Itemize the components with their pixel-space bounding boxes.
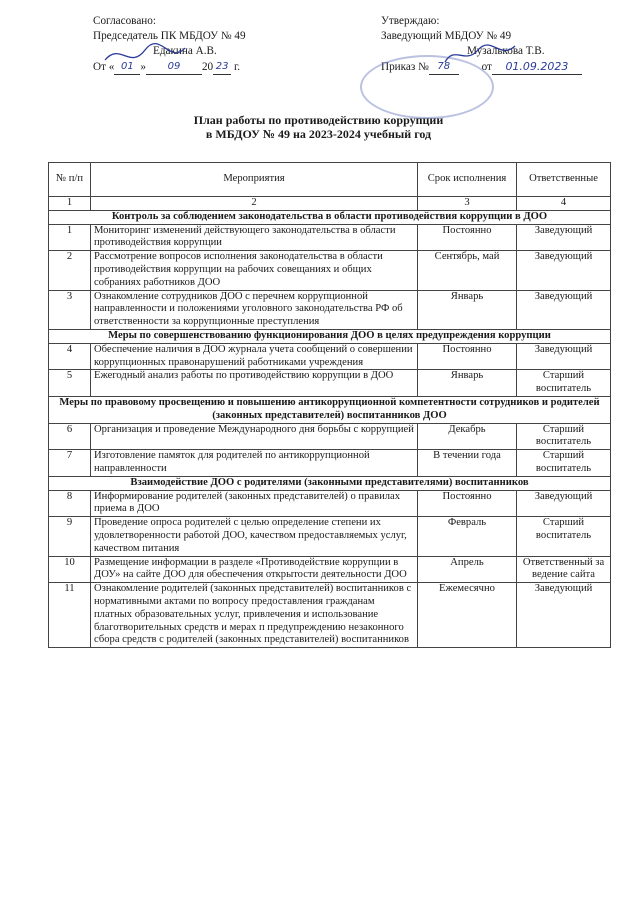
col-num: 2 xyxy=(91,197,418,211)
head-title: Заведующий МБДОУ № 49 xyxy=(381,30,512,42)
table-row xyxy=(49,517,611,556)
order-line: Приказ № 78 от 01.09.2023 xyxy=(381,59,611,75)
row-responsible: Заведующий xyxy=(517,490,611,517)
row-number: 8 xyxy=(49,490,91,517)
row-term: Сентябрь, май xyxy=(418,251,517,290)
row-responsible: Старший воспитатель xyxy=(517,423,611,450)
row-number: 6 xyxy=(49,423,91,450)
row-number: 11 xyxy=(49,583,91,648)
signature-right xyxy=(440,40,520,68)
section-title: Меры по правовому просвещению и повышению антикоррупционной компетентности сотрудников и родителей (законных представителей) воспитанников ДОО xyxy=(49,396,611,423)
row-number: 7 xyxy=(49,450,91,477)
chairman-title: Председатель ПК МБДОУ № 49 xyxy=(93,30,246,42)
document-title xyxy=(0,113,637,141)
row-term: В течении года xyxy=(418,450,517,477)
row-number: 2 xyxy=(49,251,91,290)
section-header-row xyxy=(49,210,611,224)
approve-label: Утверждаю: xyxy=(381,15,440,27)
table-row xyxy=(49,224,611,251)
plan-table xyxy=(48,162,611,648)
header-number: № п/п xyxy=(49,163,91,197)
row-term: Постоянно xyxy=(418,490,517,517)
row-event: Проведение опроса родителей с целью определение степени их удовлетворенности работой ДОО, качеством предоставляемых услуг, качеством питания xyxy=(91,517,418,556)
row-number: 4 xyxy=(49,343,91,370)
row-event: Информирование родителей (законных представителей) о правилах приема в ДОО xyxy=(91,490,418,517)
section-header-row xyxy=(49,476,611,490)
table-row xyxy=(49,423,611,450)
table-row xyxy=(49,251,611,290)
row-number: 5 xyxy=(49,370,91,397)
row-number: 3 xyxy=(49,290,91,329)
row-number: 10 xyxy=(49,556,91,583)
agreed-label: Согласовано: xyxy=(93,15,156,27)
row-responsible: Заведующий xyxy=(517,343,611,370)
col-num: 1 xyxy=(49,197,91,211)
row-number: 1 xyxy=(49,224,91,251)
row-term: Постоянно xyxy=(418,343,517,370)
title-line-1: План работы по противодействию коррупции xyxy=(193,113,444,127)
section-title: Взаимодействие ДОО с родителями (законными представителями) воспитанников xyxy=(49,476,611,490)
row-term: Февраль xyxy=(418,517,517,556)
table-header-row xyxy=(49,163,611,197)
row-responsible: Заведующий xyxy=(517,251,611,290)
col-num: 3 xyxy=(418,197,517,211)
row-term: Ежемесячно xyxy=(418,583,517,648)
table-row xyxy=(49,370,611,397)
table-row xyxy=(49,490,611,517)
row-term: Апрель xyxy=(418,556,517,583)
row-number: 9 xyxy=(49,517,91,556)
row-responsible: Старший воспитатель xyxy=(517,370,611,397)
column-number-row xyxy=(49,197,611,211)
title-line-2: в МБДОУ № 49 на 2023-2024 учебный год xyxy=(205,127,432,141)
signature-left xyxy=(100,40,190,68)
row-event: Обеспечение наличия в ДОО журнала учета сообщений о совершении коррупционных правонарушений работниками учреждения xyxy=(91,343,418,370)
row-term: Постоянно xyxy=(418,224,517,251)
row-event: Мониторинг изменений действующего законодательства в области противодействия коррупции xyxy=(91,224,418,251)
table-row xyxy=(49,290,611,329)
table-row xyxy=(49,450,611,477)
row-event: Организация и проведение Международного дня борьбы с коррупцией xyxy=(91,423,418,450)
row-responsible: Старший воспитатель xyxy=(517,517,611,556)
agreed-date: От « 01 » 09 20 23 г. xyxy=(93,61,241,73)
row-event: Ежегодный анализ работы по противодействию коррупции в ДОО xyxy=(91,370,418,397)
row-event: Ознакомление сотрудников ДОО с перечнем коррупционной направленности и положениями уголовного законодательства РФ об ответственности за коррупционные преступления xyxy=(91,290,418,329)
row-event: Изготовление памяток для родителей по антикоррупционной направленности xyxy=(91,450,418,477)
table-row xyxy=(49,583,611,648)
col-num: 4 xyxy=(517,197,611,211)
row-term: Январь xyxy=(418,290,517,329)
row-event: Рассмотрение вопросов исполнения законодательства в области противодействия коррупции на рабочих совещаниях и общих собраниях работников ДОО xyxy=(91,251,418,290)
row-responsible: Ответственный за ведение сайта xyxy=(517,556,611,583)
row-term: Январь xyxy=(418,370,517,397)
head-name: Музалькова Т.В. xyxy=(467,45,545,57)
header-responsible: Ответственные xyxy=(517,163,611,197)
section-header-row xyxy=(49,329,611,343)
section-title: Контроль за соблюдением законодательства в области противодействия коррупции в ДОО xyxy=(49,210,611,224)
section-title: Меры по совершенствованию функционирования ДОО в целях предупреждения коррупции xyxy=(49,329,611,343)
chairman-name: Едакина А.В. xyxy=(153,45,217,57)
header-event: Мероприятия xyxy=(91,163,418,197)
row-responsible: Старший воспитатель xyxy=(517,450,611,477)
row-term: Декабрь xyxy=(418,423,517,450)
row-responsible: Заведующий xyxy=(517,583,611,648)
table-row xyxy=(49,556,611,583)
row-event: Ознакомление родителей (законных представителей) воспитанников с нормативными актами по вопросу предоставления гражданам платных образовательных услуг, привлечения и использование благотворительных средств и мерах п предупреждению незаконного сбора средств с родителей (законных представителей) воспитанников xyxy=(91,583,418,648)
row-event: Размещение информации в разделе «Противодействие коррупции в ДОУ» на сайте ДОО для обеспечения открытости деятельности ДОО xyxy=(91,556,418,583)
row-responsible: Заведующий xyxy=(517,290,611,329)
row-responsible: Заведующий xyxy=(517,224,611,251)
section-header-row xyxy=(49,396,611,423)
table-row xyxy=(49,343,611,370)
header-term: Срок исполнения xyxy=(418,163,517,197)
